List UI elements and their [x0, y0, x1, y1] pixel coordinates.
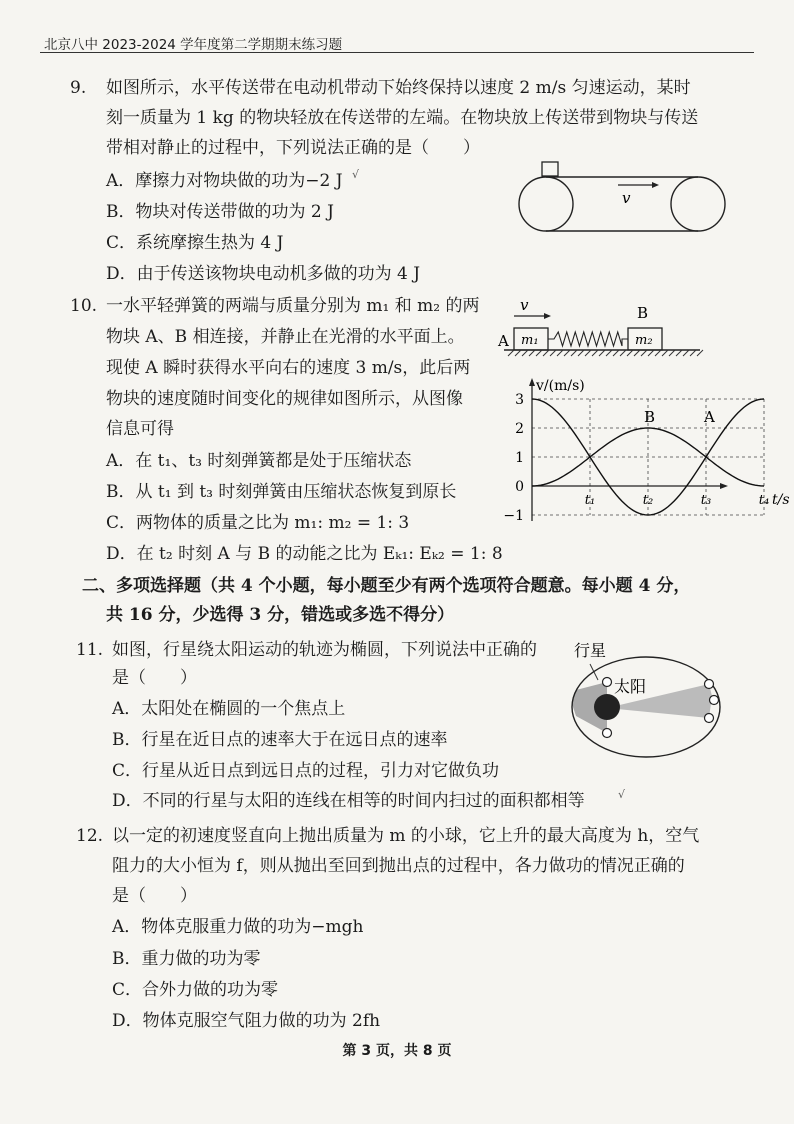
q10-option-d: D．在 t₂ 时刻 A 与 B 的动能之比为 Eₖ₁: Eₖ₂ = 1: 8: [106, 544, 503, 564]
q11-option-a: A．太阳处在椭圆的一个焦点上: [112, 699, 346, 719]
planet-position: [603, 678, 612, 687]
x-axis-arrow: [720, 483, 728, 489]
q9-option-b: B．物块对传送带做的功为 2 J: [106, 202, 334, 222]
q10-stem-line: 一水平轻弹簧的两端与质量分别为 m₁ 和 m₂ 的两: [106, 296, 480, 316]
q11-option-b: B．行星在近日点的速率大于在远日点的速率: [112, 730, 448, 750]
block-a-label: A: [498, 332, 509, 350]
planet-position: [705, 714, 714, 723]
block-b-mass: m₂: [635, 333, 653, 348]
q11-option-c: C．行星从近日点到远日点的过程，引力对它做负功: [112, 761, 500, 781]
y-tick-label: 3: [515, 392, 524, 408]
planet-position: [705, 680, 714, 689]
q10-option-a: A．在 t₁、t₃ 时刻弹簧都是处于压缩状态: [106, 451, 412, 471]
q10-option-b: B．从 t₁ 到 t₃ 时刻弹簧由压缩状态恢复到原长: [106, 482, 457, 502]
x-tick-label: t₁: [584, 493, 596, 508]
q10-option-c: C．两物体的质量之比为 m₁: m₂ = 1: 3: [106, 513, 410, 533]
pen-tick-mark: √: [618, 788, 626, 801]
page-footer: 第 3 页，共 8 页: [342, 1043, 452, 1059]
pen-tick-mark: √: [352, 168, 360, 181]
right-roller: [671, 177, 725, 231]
q10-stem-line: 现使 A 瞬时获得水平向右的速度 3 m/s，此后两: [106, 358, 471, 378]
q9-option-c: C．系统摩擦生热为 4 J: [106, 233, 284, 253]
section-2-heading-cont: 共 16 分，少选得 3 分，错选或多选不得分）: [106, 605, 455, 625]
sun-label: 太阳: [614, 677, 647, 696]
q11-option-d: D．不同的行星与太阳的连线在相等的时间内扫过的面积都相等: [112, 791, 585, 811]
conveyor-belt-figure: [518, 158, 728, 232]
block-b-label: B: [637, 304, 649, 322]
q9-number: 9.: [70, 78, 87, 98]
y-axis-arrow: [529, 378, 535, 386]
q12-number: 12.: [76, 826, 104, 846]
q12-option-a: A．物体克服重力做的功为−mgh: [112, 917, 364, 937]
planet-position: [710, 696, 719, 705]
q10-stem-line: 物块的速度随时间变化的规律如图所示，从图像: [106, 389, 463, 409]
spring: [548, 332, 628, 346]
q10-number: 10.: [70, 296, 98, 316]
velocity-time-chart: [494, 376, 790, 524]
q10-stem-line: 信息可得: [106, 419, 174, 439]
y-tick-label: −1: [503, 508, 524, 524]
planet-orbit-figure: [562, 636, 732, 762]
x-tick-label: t₂: [642, 493, 654, 508]
series-label-a: A: [704, 408, 715, 426]
q12-option-b: B．重力做的功为零: [112, 949, 261, 969]
q12-option-d: D．物体克服空气阻力做的功为 2fh: [112, 1011, 381, 1031]
q9-stem-line: 如图所示，水平传送带在电动机带动下始终保持以速度 2 m/s 匀速运动，某时: [106, 78, 691, 98]
q9-stem-line: 刻一质量为 1 kg 的物块轻放在传送带的左端。在物块放上传送带到物块与传送: [106, 108, 699, 128]
x-tick-label: t₃: [700, 493, 712, 508]
q9-option-d: D．由于传送该物块电动机多做的功为 4 J: [106, 264, 421, 284]
section-2-heading: 二、多项选择题（共 4 个小题，每小题至少有两个选项符合题意。每小题 4 分，: [82, 576, 691, 596]
page-header: 北京八中 2023-2024 学年度第二学期期末练习题: [44, 37, 343, 53]
q11-stem-line: 如图，行星绕太阳运动的轨迹为椭圆，下列说法中正确的: [112, 640, 537, 660]
q11-stem-line: 是（ ）: [112, 668, 197, 688]
y-axis-label: v/(m/s): [536, 378, 585, 394]
q10-stem-line: 物块 A、B 相连接，并静止在光滑的水平面上。: [106, 327, 465, 347]
header-divider: [40, 52, 754, 53]
q11-number: 11.: [76, 640, 104, 660]
planet-label: 行星: [574, 641, 607, 660]
x-tick-label: t₄: [758, 493, 770, 508]
q9-option-a: A．摩擦力对物块做的功为−2 J: [106, 171, 343, 191]
velocity-label: v: [622, 189, 631, 207]
q12-option-c: C．合外力做的功为零: [112, 980, 279, 1000]
block-a-mass: m₁: [521, 333, 539, 348]
q12-stem-line: 以一定的初速度竖直向上抛出质量为 m 的小球，它上升的最大高度为 h，空气: [112, 826, 700, 846]
velocity-label: v: [520, 296, 529, 314]
y-tick-label: 2: [515, 421, 524, 437]
y-tick-label: 0: [515, 479, 524, 495]
planet-position: [603, 729, 612, 738]
ground-hatching: [508, 350, 703, 356]
q9-stem-line: 带相对静止的过程中，下列说法正确的是（ ）: [106, 138, 480, 158]
x-axis-label: t/s: [772, 492, 790, 508]
block-on-belt: [542, 162, 558, 176]
left-roller: [519, 177, 573, 231]
q12-stem-line: 是（ ）: [112, 886, 197, 906]
spring-blocks-figure: [494, 290, 704, 356]
y-tick-label: 1: [515, 450, 524, 466]
sun: [594, 694, 620, 720]
series-label-b: B: [644, 408, 656, 426]
q12-stem-line: 阻力的大小恒为 f，则从抛出至回到抛出点的过程中，各力做功的情况正确的: [112, 856, 685, 876]
